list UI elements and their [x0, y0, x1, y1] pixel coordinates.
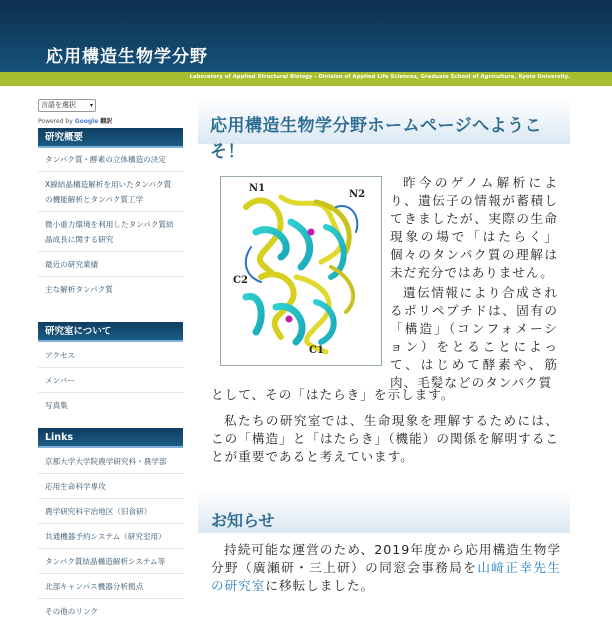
- language-select[interactable]: [38, 99, 96, 112]
- powered-by-text: Powered by: [38, 118, 73, 125]
- intro-paragraph-1: 昨今のゲノム解析により、遺伝子の情報が蓄積してきましたが、実際の生命現象の場で「はたらく」個々のタンパク質の理解は未だ充分ではありません。: [390, 175, 558, 280]
- sidebar-lab: [38, 322, 183, 417]
- label-c1: C1: [309, 345, 324, 356]
- sidebar-item-access[interactable]: アクセス: [38, 342, 183, 368]
- sidebar-research: [38, 128, 183, 301]
- site-subtitle: Laboratory of Applied Structural Biology - Division of Applied Life Sciences, Graduate School of Agriculture, Kyoto University.: [189, 74, 570, 80]
- sidebar-link-kyoto-agri[interactable]: 京都大学大学院農学研究科・農学部: [38, 448, 183, 474]
- sidebar-link-crystal-system[interactable]: タンパク質結晶構造解析システム等: [38, 549, 183, 574]
- notice-text: [211, 541, 561, 595]
- sidebar-item-microgravity[interactable]: 微小重力環境を利用したタンパク質結晶成長に関する研究: [38, 212, 183, 252]
- sidebar-item-members[interactable]: メンバー: [38, 368, 183, 393]
- sidebar-item-recent-achievements[interactable]: 最近の研究業績: [38, 252, 183, 277]
- sidebar-item-main-proteins[interactable]: 主な解析タンパク質: [45, 285, 113, 294]
- site-title[interactable]: 応用構造生物学分野: [46, 47, 208, 67]
- notice-text-b: に移転しました。: [265, 578, 375, 593]
- language-select-label: 言語を選択: [41, 101, 76, 109]
- label-n2: N2: [349, 189, 366, 200]
- intro-paragraph-2b: として、その「はたらき」を示します。: [211, 387, 455, 402]
- sidebar-link-uji[interactable]: 農学研究科宇治地区（旧食研）: [38, 499, 183, 524]
- sidebar-links: [38, 428, 183, 623]
- welcome-title: 応用構造生物学分野ホームページへようこそ！: [210, 116, 543, 162]
- sidebar-item-photos[interactable]: 写真集: [45, 401, 68, 410]
- chevron-down-icon: ▾: [89, 102, 93, 109]
- intro-paragraph-2a: 遺伝情報により合成されるポリペプチドは、固有の「構造」（コンフォメーション）をとることによって、はじめて酵素や、筋肉、毛髪などのタンパク質: [390, 285, 558, 390]
- sidebar-lab-title: 研究室について: [38, 322, 183, 342]
- sidebar-item-structure-determination[interactable]: タンパク質・酵素の立体構造の決定: [38, 148, 183, 172]
- google-logo: Google: [74, 118, 99, 125]
- translate-link[interactable]: 翻訳: [100, 118, 113, 125]
- label-n1: N1: [249, 183, 266, 194]
- protein-structure-image: [220, 176, 382, 366]
- sidebar-link-booking[interactable]: 共通機器予約システム（研究室用）: [38, 524, 183, 549]
- sidebar-link-north-campus[interactable]: 北部キャンパス機器分析拠点: [38, 574, 183, 599]
- label-c2: C2: [233, 275, 248, 286]
- powered-by-google: [38, 116, 112, 125]
- notice-title: お知らせ: [211, 511, 275, 530]
- sidebar-research-title: 研究概要: [38, 128, 183, 148]
- sidebar-link-applied-life[interactable]: 応用生命科学専攻: [38, 474, 183, 499]
- notice-link[interactable]: 山﨑正幸先生の研究室: [211, 560, 562, 593]
- sidebar-link-others[interactable]: その他のリンク: [45, 607, 99, 616]
- notice-text-a: 持続可能な運営のため、2019年度から応用構造生物学分野（廣瀬研・三上研）の同窓会事務局を: [211, 542, 561, 575]
- sidebar-links-title: Links: [38, 428, 183, 448]
- protein-ribbon-illustration: [221, 177, 381, 365]
- intro-paragraph-3: 私たちの研究室では、生命現象を理解するためには、この「構造」と「はたらき」（機能）の関係を解明することが重要であると考えています。: [211, 413, 559, 464]
- sidebar-item-xray-analysis[interactable]: X線結晶構造解析を用いたタンパク質の機能解析とタンパク質工学: [38, 172, 183, 212]
